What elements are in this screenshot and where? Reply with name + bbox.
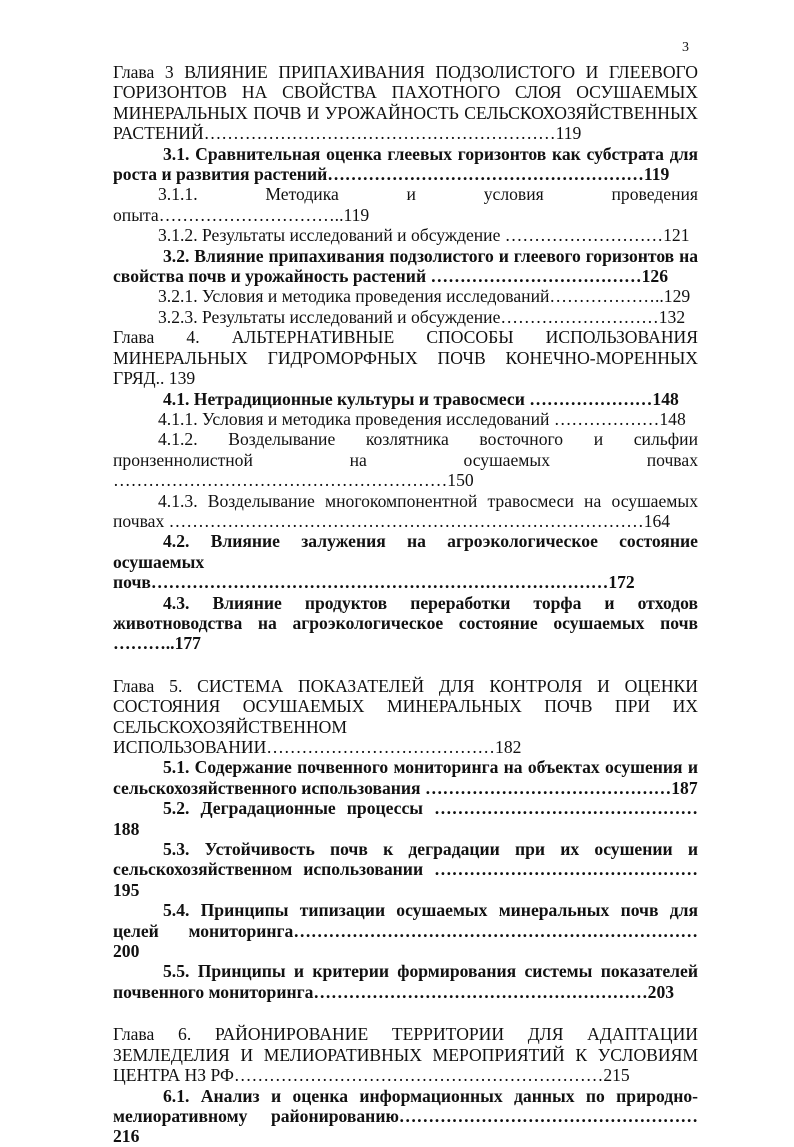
toc-section-5-1: 5.1. Содержание почвенного мониторинга на объектах осушения и сельскохозяйственного использования ……………………………………187 xyxy=(113,757,698,798)
toc-subsection-3-2-3: 3.2.3. Результаты исследований и обсуждение………………………132 xyxy=(158,306,686,327)
toc-section-6-1: 6.1. Анализ и оценка информационных данных по природно-мелиоративному районированию……………………………………………216 xyxy=(113,1085,698,1147)
toc-section-5-4: 5.4. Принципы типизации осушаемых минеральных почв для целей мониторинга……………………………………………………………200 xyxy=(113,900,698,962)
toc-subsection-4-1-2: 4.1.2. Возделывание козлятника восточного и сильфии пронзеннолистной на осушаемых почвах …………………………………………………150 xyxy=(113,429,698,491)
toc-chapter-4: Глава 4. АЛЬТЕРНАТИВНЫЕ СПОСОБЫ ИСПОЛЬЗОВАНИЯ МИНЕРАЛЬНЫХ ГИДРОМОРФНЫХ ПОЧВ КОНЕЧНО-МОРЕННЫХ ГРЯД.. 139 xyxy=(113,327,698,389)
toc-chapter-5: Глава 5. СИСТЕМА ПОКАЗАТЕЛЕЙ ДЛЯ КОНТРОЛЯ И ОЦЕНКИ СОСТОЯНИЯ ОСУШАЕМЫХ МИНЕРАЛЬНЫХ ПОЧВ ПРИ ИХ СЕЛЬСКОХОЗЯЙСТВЕННОМ ИСПОЛЬЗОВАНИИ…………………………………182 xyxy=(113,675,698,757)
toc-section-5-3: 5.3. Устойчивость почв к деградации при их осушении и сельскохозяйственном использовании ………………………………………195 xyxy=(113,839,698,900)
toc-chapter-3: Глава 3 ВЛИЯНИЕ ПРИПАХИВАНИЯ ПОДЗОЛИСТОГО И ГЛЕЕВОГО ГОРИЗОНТОВ НА СВОЙСТВА ПАХОТНОГО СЛОЯ ОСУШАЕМЫХ МИНЕРАЛЬНЫХ ПОЧВ И УРОЖАЙНОСТЬ СЕЛЬСКОХОЗЯЙСТВЕННЫХ РАСТЕНИЙ……………………………………………………119 xyxy=(113,62,698,144)
toc-section-5-2: 5.2. Деградационные процессы ………………………………………188 xyxy=(113,798,698,839)
toc-section-5-5: 5.5. Принципы и критерии формирования системы показателей почвенного мониторинга…………………………………………………203 xyxy=(113,961,698,1002)
table-of-contents xyxy=(113,62,698,1147)
toc-section-3-1: 3.1. Сравнительная оценка глеевых горизонтов как субстрата для роста и развития растений………………………………………………119 xyxy=(113,143,698,185)
page-number: 3 xyxy=(682,40,689,55)
toc-section-4-2: 4.2. Влияние залужения на агроэкологическое состояние осушаемых почв……………………………………………………………………172 xyxy=(113,531,698,593)
toc-subsection-3-1-1: 3.1.1. Методика и условия проведения опыта…………………………..119 xyxy=(113,184,698,225)
toc-subsection-3-1-2: 3.1.2. Результаты исследований и обсуждение ………………………121 xyxy=(158,225,690,246)
toc-section-3-2: 3.2. Влияние припахивания подзолистого и глеевого горизонтов на свойства почв и урожайность растений ………………………………126 xyxy=(113,245,698,287)
toc-section-4-1: 4.1. Нетрадиционные культуры и травосмеси …………………148 xyxy=(163,388,679,409)
toc-subsection-3-2-1: 3.2.1. Условия и методика проведения исследований………………..129 xyxy=(158,286,691,307)
toc-chapter-6: Глава 6. РАЙОНИРОВАНИЕ ТЕРРИТОРИИ ДЛЯ АДАПТАЦИИ ЗЕМЛЕДЕЛИЯ И МЕЛИОРАТИВНЫХ МЕРОПРИЯТИЙ К УСЛОВИЯМ ЦЕНТРА НЗ РФ………………………………………………………215 xyxy=(113,1024,698,1086)
toc-section-4-3: 4.3. Влияние продуктов переработки торфа и отходов животноводства на агроэкологическое состояние осушаемых почв ………..177 xyxy=(113,592,698,654)
toc-subsection-4-1-1: 4.1.1. Условия и методика проведения исследований ………………148 xyxy=(158,408,686,429)
toc-subsection-4-1-3: 4.1.3. Возделывание многокомпонентной травосмеси на осушаемых почвах ………………………………………………………………………164 xyxy=(113,490,698,531)
